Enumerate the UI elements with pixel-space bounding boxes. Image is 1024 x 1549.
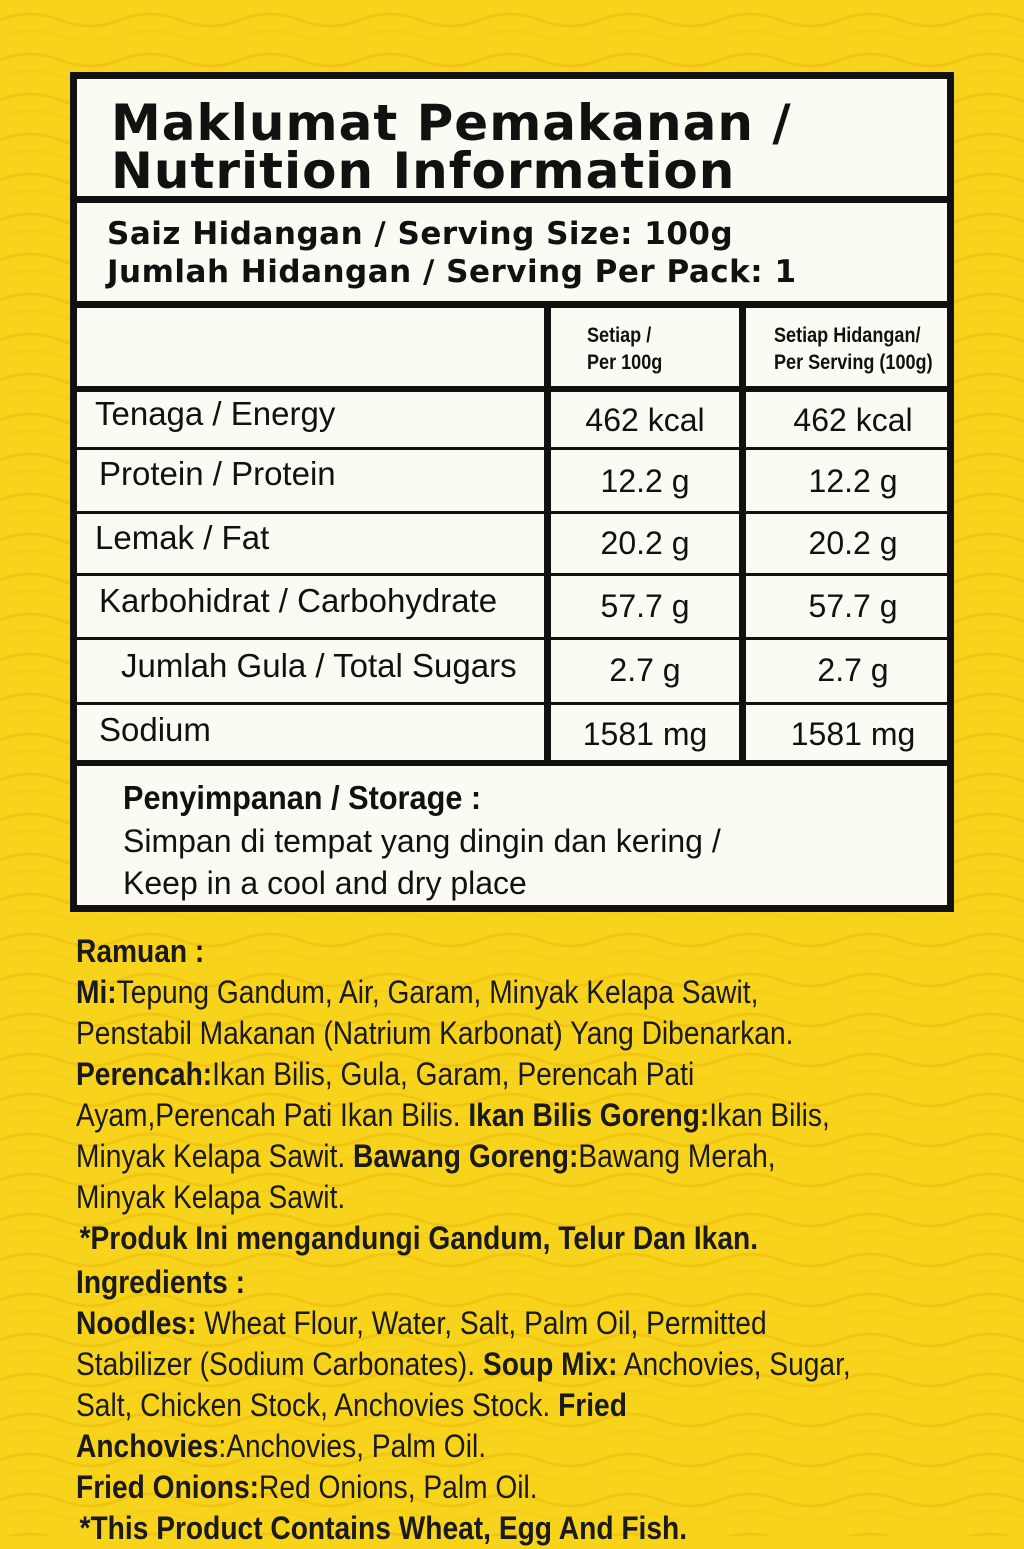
ingredients-noodles-label: Noodles: [76, 1305, 197, 1341]
column-header-per-100g [587, 322, 662, 376]
value-sodium-per-100g: 1581 mg [582, 716, 708, 752]
ramuan-ikan-label: Ikan Bilis Goreng: [468, 1097, 710, 1133]
ingredients-title: Ingredients : [76, 1264, 245, 1300]
ramuan-perencah-label: Perencah: [76, 1056, 213, 1092]
column-header-line: Per 100g [587, 351, 663, 374]
servings-per-pack: Jumlah Hidangan / Serving Per Pack: 1 [107, 254, 797, 290]
row-divider [77, 702, 947, 705]
row-divider [77, 573, 947, 576]
table-divider [544, 308, 551, 766]
storage-line-1: Simpan di tempat yang dingin dan kering / [123, 823, 721, 859]
value-energy-per-100g: 462 kcal [585, 402, 705, 438]
ramuan-ikan-text: Ikan Bilis, Minyak Kelapa Sawit. [76, 1097, 830, 1174]
title-section [77, 79, 947, 203]
row-label-sodium: Sodium [99, 711, 211, 748]
table-divider [739, 308, 746, 766]
row-label-energy: Tenaga / Energy [95, 395, 336, 432]
ingredients-soup-text: Anchovies, Sugar, Salt, Chicken Stock, Anchovies Stock. [76, 1346, 851, 1423]
ramuan-bawang-text: Bawang Merah, Minyak Kelapa Sawit. [76, 1138, 776, 1215]
column-header-line: Setiap / [587, 324, 652, 347]
value-sodium-per-serving: 1581 mg [790, 716, 916, 752]
title-line-1: Maklumat Pemakanan / [111, 94, 792, 152]
ingredients-text [76, 1303, 868, 1508]
row-label-protein: Protein / Protein [99, 455, 336, 492]
ramuan-mi-text: Tepung Gandum, Air, Garam, Minyak Kelapa Sawit, Penstabil Makanan (Natrium Karbonat) Yang Dibenarkan. [76, 974, 794, 1051]
value-carbohydrate-per-100g: 57.7 g [600, 588, 690, 624]
value-energy-per-serving: 462 kcal [793, 402, 913, 438]
column-header-per-serving [774, 322, 933, 376]
storage-title: Penyimpanan / Storage : [123, 779, 482, 816]
ramuan-bawang-label: Bawang Goreng: [353, 1138, 579, 1174]
storage-section [77, 766, 947, 905]
column-header-line: Per Serving (100g) [774, 351, 933, 374]
ingredients-soup-label: Soup Mix: [482, 1346, 618, 1382]
serving-section [77, 203, 947, 308]
ingredients-anchovies-text: :Anchovies, Palm Oil. [218, 1428, 487, 1464]
title-line-2: Nutrition Information [111, 142, 736, 200]
nutrition-table [77, 308, 947, 766]
ingredients-noodles-text: Wheat Flour, Water, Salt, Palm Oil, Permitted Stabilizer (Sodium Carbonates). [76, 1305, 767, 1382]
row-divider [77, 637, 947, 640]
value-fat-per-serving: 20.2 g [808, 525, 898, 561]
ramuan-text [76, 972, 868, 1218]
row-label-total-sugars: Jumlah Gula / Total Sugars [121, 647, 517, 684]
storage-line-2: Keep in a cool and dry place [123, 865, 527, 901]
nutrition-panel [70, 72, 954, 912]
ingredients-onions-text: Red Onions, Palm Oil. [259, 1469, 538, 1505]
value-protein-per-serving: 12.2 g [808, 463, 898, 499]
row-label-carbohydrate: Karbohidrat / Carbohydrate [99, 582, 498, 619]
value-fat-per-100g: 20.2 g [600, 525, 690, 561]
serving-size: Saiz Hidangan / Serving Size: 100g [107, 216, 734, 252]
row-divider [77, 447, 947, 450]
ingredients-onions-label: Fried Onions: [76, 1469, 260, 1505]
value-protein-per-100g: 12.2 g [600, 463, 690, 499]
row-label-fat: Lemak / Fat [95, 519, 270, 556]
ramuan-allergen-note: *Produk Ini mengandungi Gandum, Telur Dan Ikan. [79, 1220, 759, 1256]
ramuan-perencah-text: Ikan Bilis, Gula, Garam, Perencah Pati Ayam,Perencah Pati Ikan Bilis. [76, 1056, 695, 1133]
value-sugars-per-serving: 2.7 g [817, 652, 889, 688]
ingredients-section [76, 1262, 868, 1549]
table-header-divider [77, 386, 947, 392]
row-divider [77, 511, 947, 514]
value-carbohydrate-per-serving: 57.7 g [808, 588, 898, 624]
ramuan-title: Ramuan : [76, 933, 205, 969]
ingredients-allergen-note: *This Product Contains Wheat, Egg And Fish. [79, 1510, 688, 1546]
ingredients-anchovies-label: Fried Anchovies [76, 1387, 627, 1464]
ramuan-section [76, 931, 868, 1259]
column-header-line: Setiap Hidangan/ [774, 324, 921, 347]
ramuan-mi-label: Mi: [76, 974, 117, 1010]
value-sugars-per-100g: 2.7 g [609, 652, 681, 688]
